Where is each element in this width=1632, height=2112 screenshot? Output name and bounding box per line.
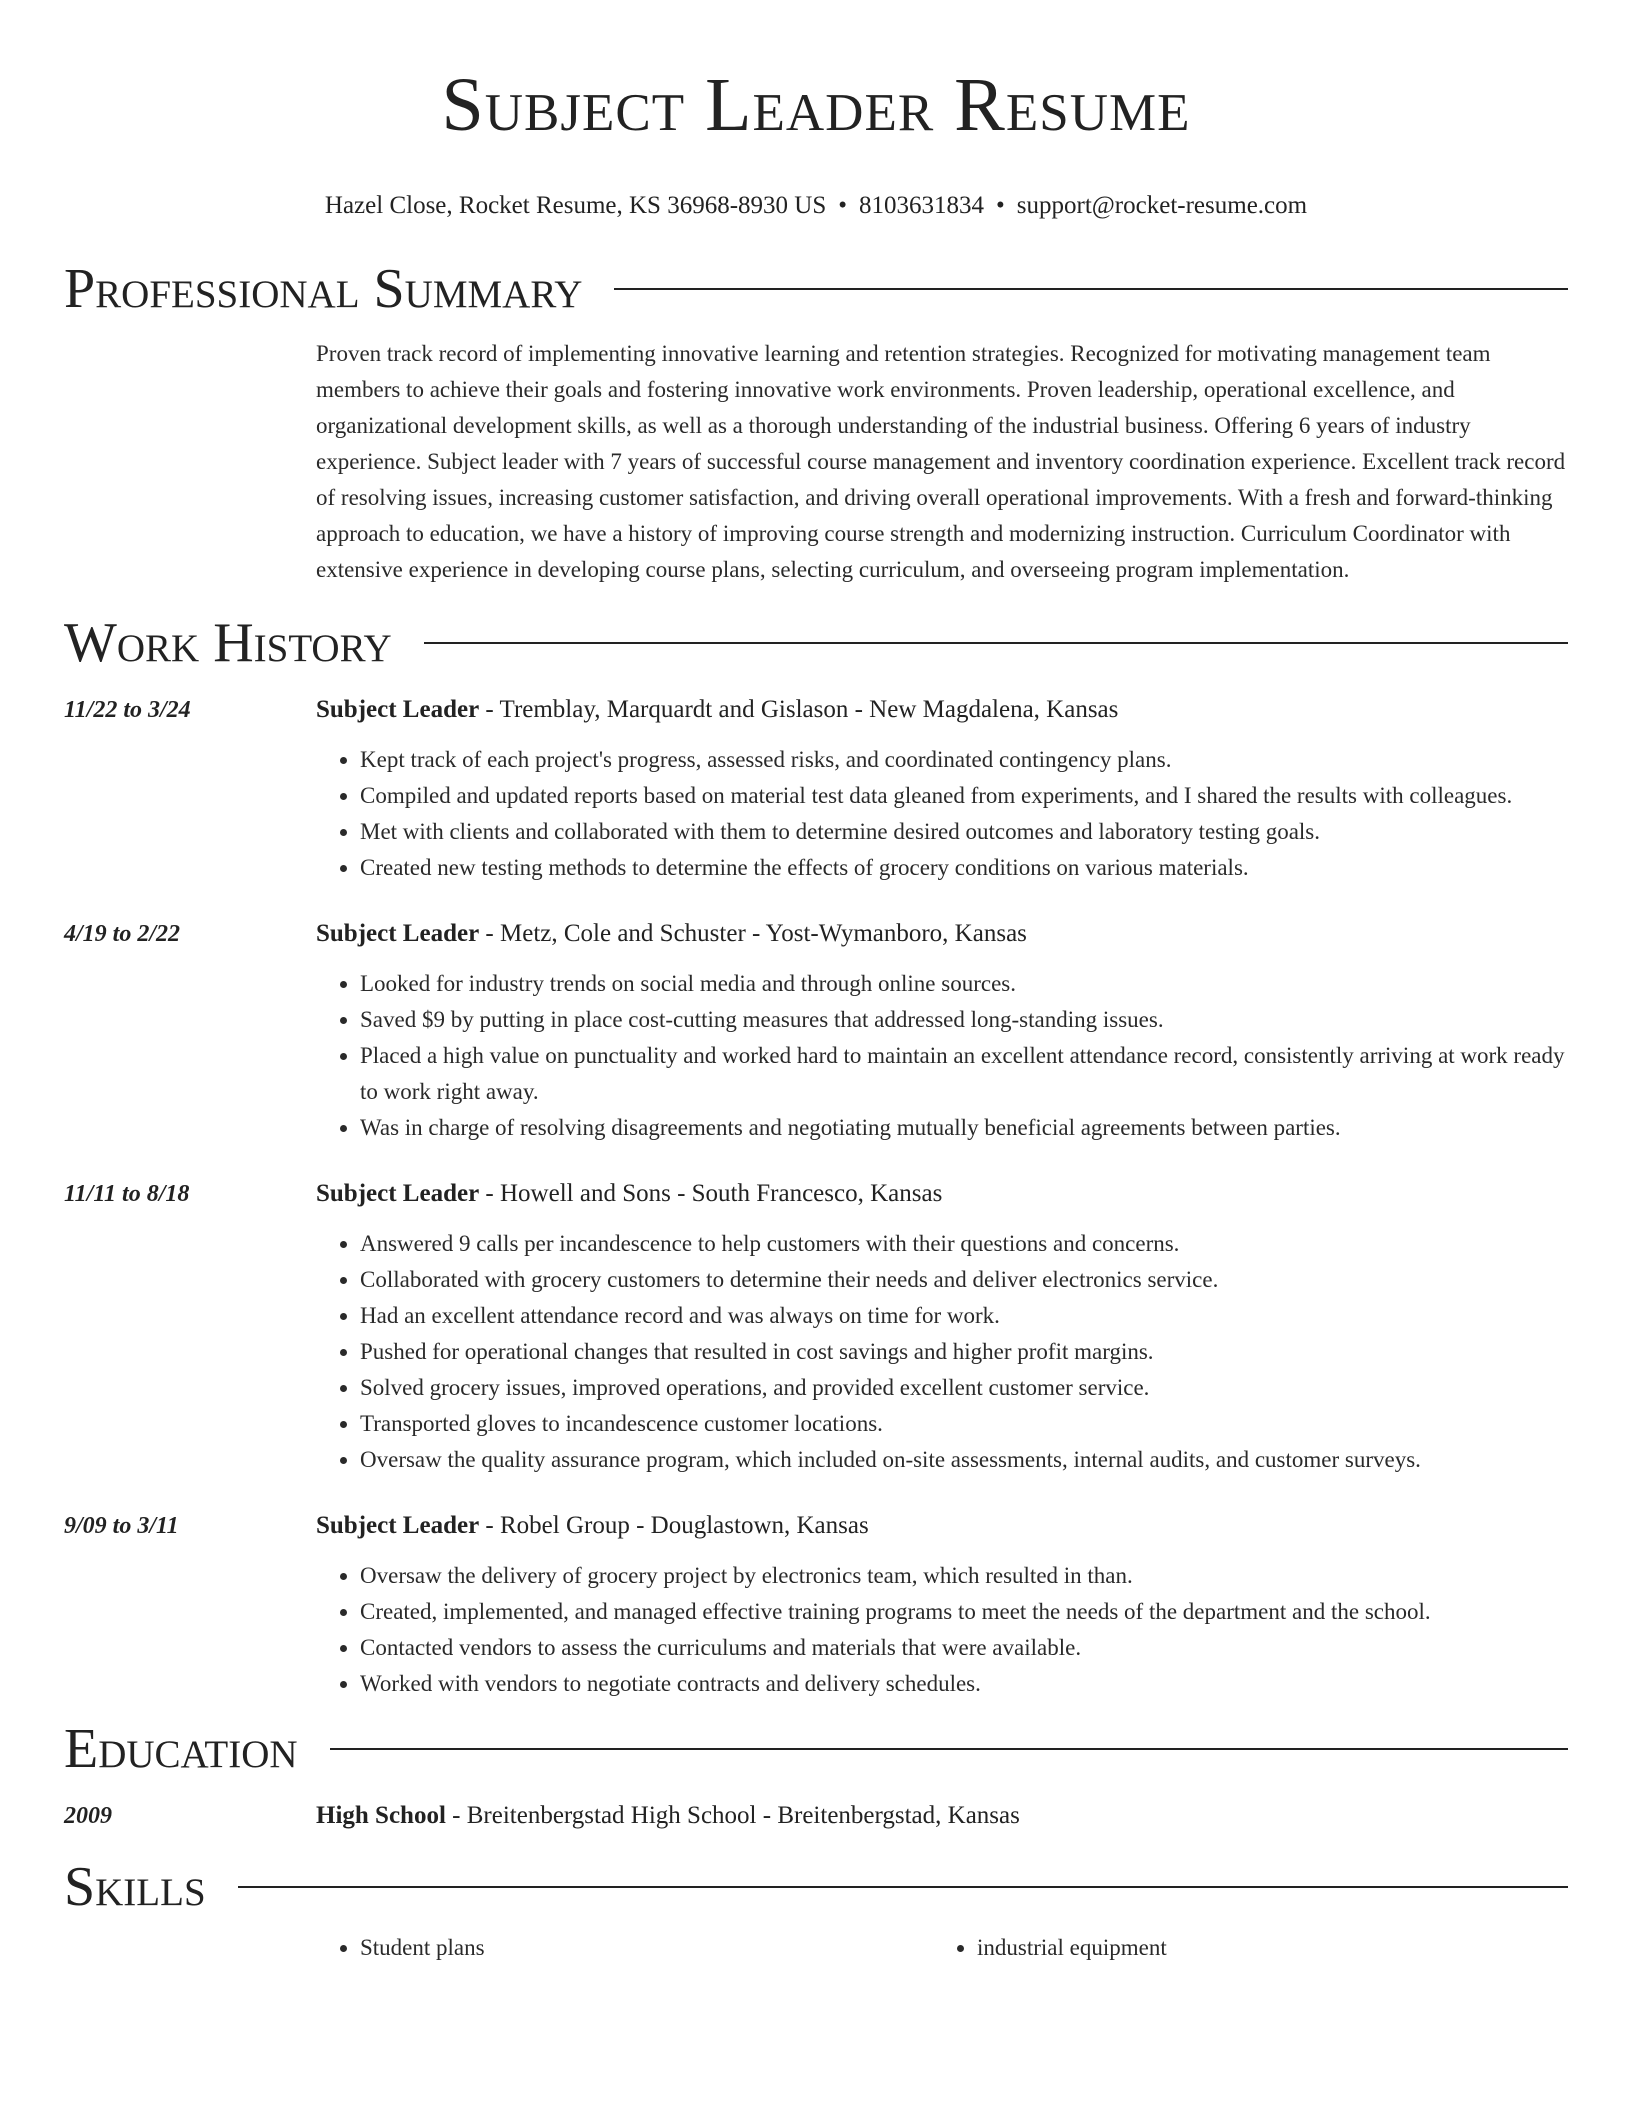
job-entry xyxy=(64,1176,1568,1478)
job-bullet: • Transported gloves to incandescence customer locations. xyxy=(360,1406,1568,1442)
job-bullet: • Looked for industry trends on social media and through online sources. xyxy=(360,966,1568,1002)
education-details: - Breitenbergstad High School - Breitenbergstad, Kansas xyxy=(445,1802,1020,1829)
job-details: - Tremblay, Marquardt and Gislason - New Magdalena, Kansas xyxy=(479,696,1119,723)
job-title-line xyxy=(316,1508,1568,1544)
summary-section-header xyxy=(64,256,1568,322)
skills-section-header xyxy=(64,1854,1568,1920)
skills-body xyxy=(316,1930,1568,1966)
job-bullet: • Kept track of each project's progress, assessed risks, and coordinated contingency plans. xyxy=(360,742,1568,778)
job-dates: 11/22 to 3/24 xyxy=(64,697,191,723)
job-role: Subject Leader xyxy=(316,696,480,723)
job-bullet: • Answered 9 calls per incandescence to help customers with their questions and concerns. xyxy=(360,1226,1568,1262)
summary-text: Proven track record of implementing innovative learning and retention strategies. Recognized for motivating management team members to achieve their goals and fostering innovative work environments. Proven leadership, operational excellence, and organizational development skills, as well as a thorough understanding of the industrial business. Offering 6 years of industry experience. Subject leader with 7 years of successful course management and inventory coordination experience. Excellent track record of resolving issues, increasing customer satisfaction, and driving overall operational improvements. With a fresh and forward-thinking approach to education, we have a history of improving course strength and modernizing instruction. Curriculum Coordinator with extensive experience in developing course plans, selecting curriculum, and overseeing program implementation. xyxy=(316,341,1566,582)
job-title-line xyxy=(316,1176,1568,1212)
skill-item: • Student plans xyxy=(360,1930,933,1966)
job-details: - Robel Group - Douglastown, Kansas xyxy=(479,1512,869,1539)
skill-item: • industrial equipment xyxy=(977,1930,1550,1966)
summary-body xyxy=(316,336,1568,588)
work-heading: Work History xyxy=(64,612,392,674)
contact-separator: • xyxy=(996,192,1005,219)
education-heading: Education xyxy=(64,1718,298,1780)
job-bullet: • Worked with vendors to negotiate contracts and delivery schedules. xyxy=(360,1666,1568,1702)
job-role: Subject Leader xyxy=(316,1180,480,1207)
section-divider xyxy=(614,288,1568,290)
job-bullet: • Was in charge of resolving disagreements and negotiating mutually beneficial agreements between parties. xyxy=(360,1110,1568,1146)
job-bullet: • Oversaw the quality assurance program, which included on-site assessments, internal audits, and customer surveys. xyxy=(360,1442,1568,1478)
job-bullet: • Created new testing methods to determine the effects of grocery conditions on various materials. xyxy=(360,850,1568,886)
job-bullets xyxy=(316,1226,1568,1478)
job-role: Subject Leader xyxy=(316,920,480,947)
job-bullet: • Compiled and updated reports based on material test data gleaned from experiments, and I shared the results with colleagues. xyxy=(360,778,1568,814)
contact-separator: • xyxy=(838,192,848,219)
skills-column-right xyxy=(933,1930,1550,1966)
education-year: 2009 xyxy=(64,1803,112,1829)
section-divider xyxy=(424,642,1568,644)
contact-email: support@rocket-resume.com xyxy=(1016,192,1308,219)
job-bullet: • Placed a high value on punctuality and worked hard to maintain an excellent attendance record, consistently arriving at work ready to work right away. xyxy=(360,1038,1568,1110)
section-divider xyxy=(238,1886,1568,1888)
skills-grid xyxy=(316,1930,1568,1966)
job-bullet: • Met with clients and collaborated with them to determine desired outcomes and laboratory testing goals. xyxy=(360,814,1568,850)
job-dates: 4/19 to 2/22 xyxy=(64,921,181,947)
education-entry xyxy=(64,1798,1568,1834)
job-bullet: • Collaborated with grocery customers to determine their needs and deliver electronics service. xyxy=(360,1262,1568,1298)
job-bullets xyxy=(316,966,1568,1146)
section-divider xyxy=(330,1748,1568,1750)
job-title-line xyxy=(316,916,1568,952)
work-section-header xyxy=(64,610,1568,676)
job-entry xyxy=(64,1508,1568,1702)
job-role: Subject Leader xyxy=(316,1512,480,1539)
job-entry xyxy=(64,692,1568,886)
resume-title: Subject Leader Resume xyxy=(441,63,1191,147)
job-bullet: • Contacted vendors to assess the curriculums and materials that were available. xyxy=(360,1630,1568,1666)
job-bullet: • Had an excellent attendance record and was always on time for work. xyxy=(360,1298,1568,1334)
skills-column-left xyxy=(316,1930,933,1966)
contact-line xyxy=(64,190,1568,222)
job-dates: 11/11 to 8/18 xyxy=(64,1181,190,1207)
education-section-header xyxy=(64,1716,1568,1782)
education-degree: High School xyxy=(316,1802,446,1829)
job-bullet: • Saved $9 by putting in place cost-cutting measures that addressed long-standing issues. xyxy=(360,1002,1568,1038)
job-bullet: • Pushed for operational changes that resulted in cost savings and higher profit margins. xyxy=(360,1334,1568,1370)
job-details: - Metz, Cole and Schuster - Yost-Wymanboro, Kansas xyxy=(479,920,1027,947)
job-entry xyxy=(64,916,1568,1146)
job-title-line xyxy=(316,692,1568,728)
contact-address: Hazel Close, Rocket Resume, KS 36968-8930 US xyxy=(324,192,827,219)
education-line xyxy=(316,1798,1568,1834)
job-details: - Howell and Sons - South Francesco, Kansas xyxy=(479,1180,943,1207)
summary-heading: Professional Summary xyxy=(64,258,583,320)
job-bullet: • Oversaw the delivery of grocery project by electronics team, which resulted in than. xyxy=(360,1558,1568,1594)
job-bullet: • Created, implemented, and managed effective training programs to meet the needs of the department and the school. xyxy=(360,1594,1568,1630)
job-bullets xyxy=(316,742,1568,886)
job-bullet: • Solved grocery issues, improved operations, and provided excellent customer service. xyxy=(360,1370,1568,1406)
job-bullets xyxy=(316,1558,1568,1702)
skills-heading: Skills xyxy=(64,1856,206,1918)
contact-phone: 8103631834 xyxy=(859,192,985,219)
job-dates: 9/09 to 3/11 xyxy=(64,1513,179,1539)
